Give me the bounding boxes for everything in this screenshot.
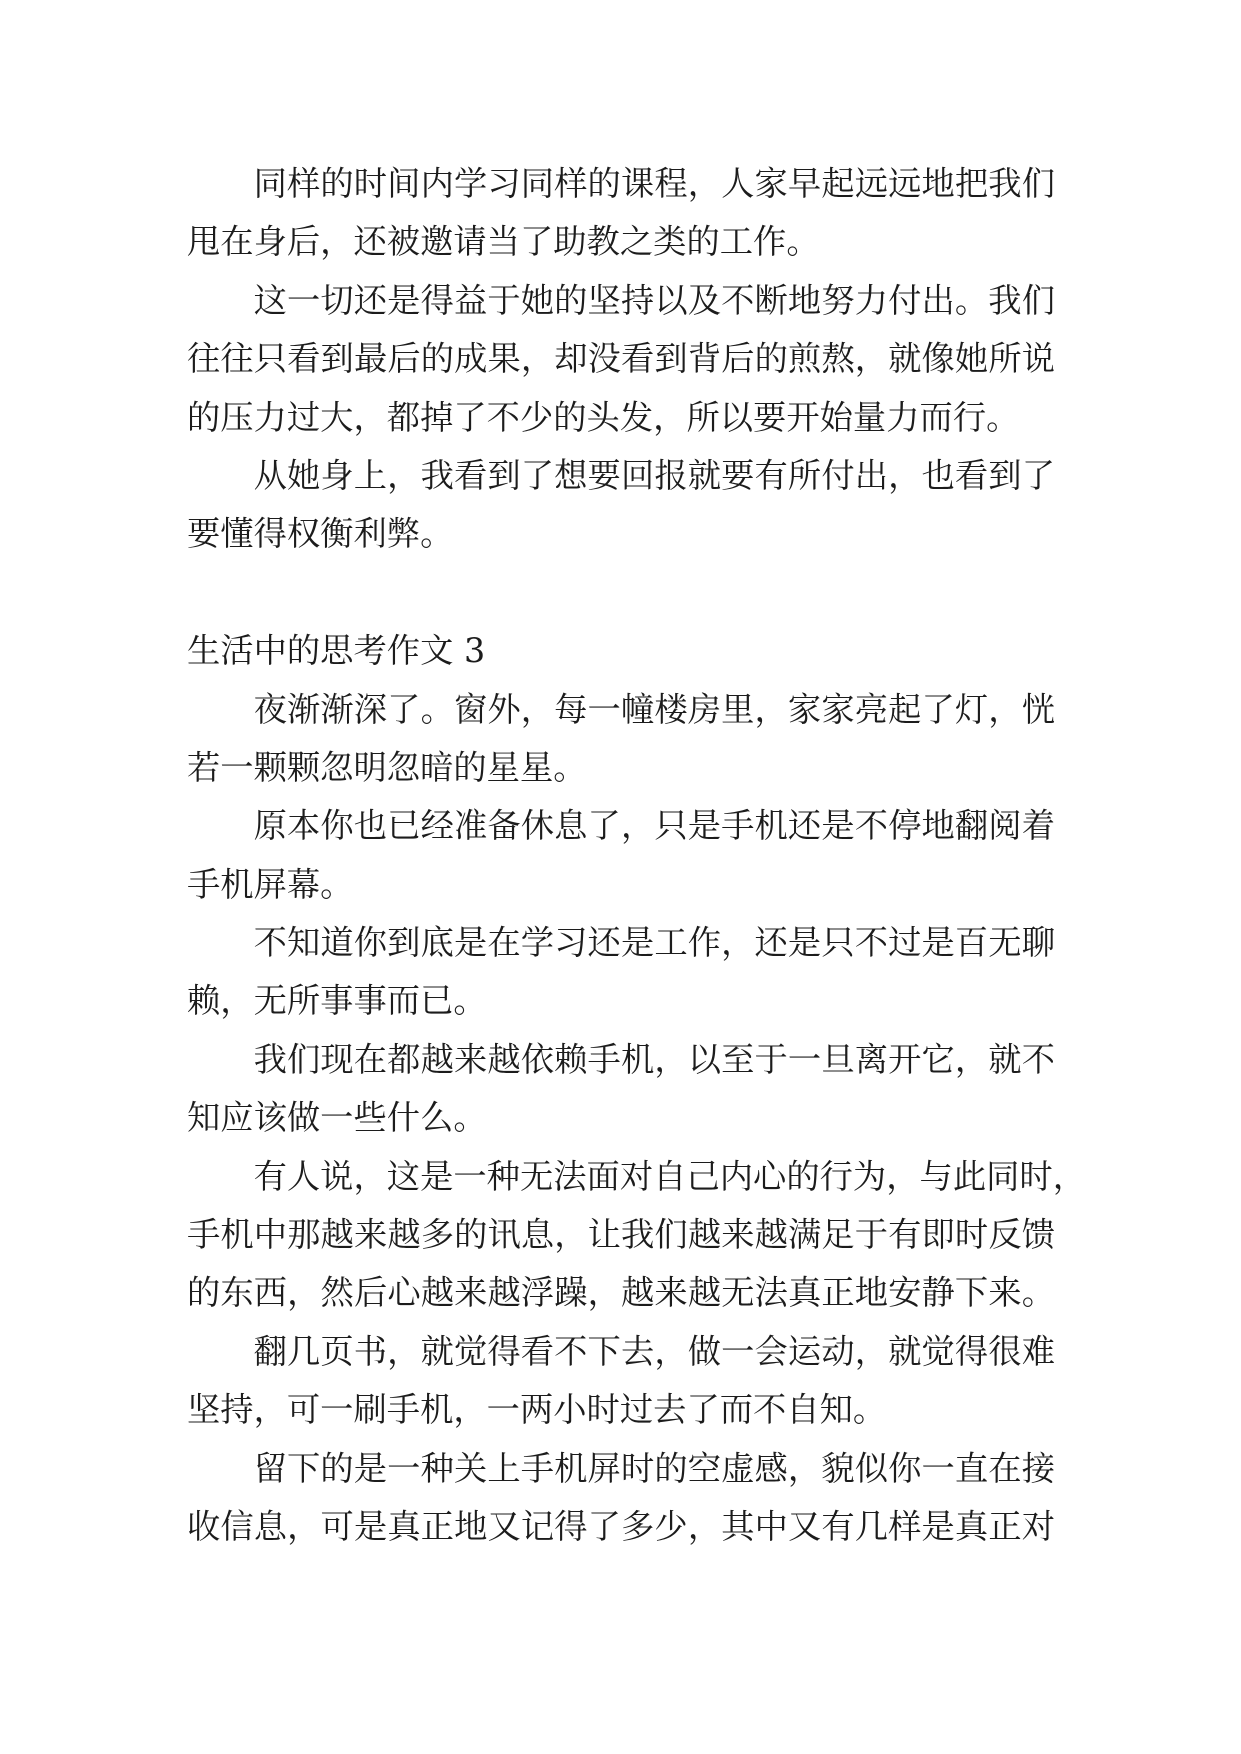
paragraph-line: 原本你也已经准备休息了，只是手机还是不停地翻阅着 — [253, 806, 1055, 846]
paragraph-line: 我们现在都越来越依赖手机，以至于一旦离开它，就不 — [253, 1039, 1055, 1079]
paragraph-line: 留下的是一种关上手机屏时的空虚感，貌似你一直在接 — [253, 1448, 1055, 1488]
paragraph-line: 的东西，然后心越来越浮躁，越来越无法真正地安静下来。 — [187, 1273, 1055, 1313]
paragraph — [187, 155, 1055, 272]
section-title: 生活中的思考作文 3 — [187, 631, 486, 671]
paragraph — [187, 797, 1055, 914]
paragraph-line: 这一切还是得益于她的坚持以及不断地努力付出。我们 — [253, 280, 1055, 320]
paragraph — [187, 914, 1055, 1031]
paragraph-line: 翻几页书，就觉得看不下去，做一会运动，就觉得很难 — [253, 1331, 1055, 1371]
paragraph-line: 手机屏幕。 — [187, 864, 354, 904]
paragraph-line: 的压力过大，都掉了不少的头发，所以要开始量力而行。 — [187, 397, 1020, 437]
paragraph-line: 有人说，这是一种无法面对自己内心的行为，与此同时， — [253, 1156, 1087, 1196]
paragraph-line: 手机中那越来越多的讯息，让我们越来越满足于有即时反馈 — [187, 1215, 1055, 1255]
paragraph-line: 往往只看到最后的成果，却没看到背后的煎熬，就像她所说 — [187, 339, 1055, 379]
document-body — [187, 155, 1087, 1556]
paragraph — [187, 447, 1055, 564]
paragraph-line: 赖，无所事事而已。 — [187, 981, 487, 1021]
paragraph-line: 甩在身后，还被邀请当了助教之类的工作。 — [187, 222, 820, 262]
paragraph-line: 要懂得权衡利弊。 — [187, 514, 454, 554]
blank-line — [187, 564, 1055, 622]
paragraph — [187, 681, 1055, 798]
paragraph-line: 夜渐渐深了。窗外，每一幢楼房里，家家亮起了灯，恍 — [253, 689, 1055, 729]
paragraph — [187, 1440, 1055, 1557]
paragraph-line: 若一颗颗忽明忽暗的星星。 — [187, 747, 587, 787]
paragraph-line: 不知道你到底是在学习还是工作，还是只不过是百无聊 — [253, 923, 1055, 963]
paragraph-line: 知应该做一些什么。 — [187, 1098, 487, 1138]
paragraph — [187, 272, 1055, 447]
paragraph — [187, 1323, 1055, 1440]
paragraph — [187, 1031, 1055, 1148]
paragraph-line: 坚持，可一刷手机，一两小时过去了而不自知。 — [187, 1390, 887, 1430]
paragraph-line: 从她身上，我看到了想要回报就要有所付出，也看到了 — [253, 455, 1055, 495]
paragraph-line: 同样的时间内学习同样的课程，人家早起远远地把我们 — [253, 164, 1055, 203]
paragraph-line: 收信息，可是真正地又记得了多少，其中又有几样是真正对 — [187, 1506, 1055, 1546]
paragraph — [187, 1148, 1087, 1323]
